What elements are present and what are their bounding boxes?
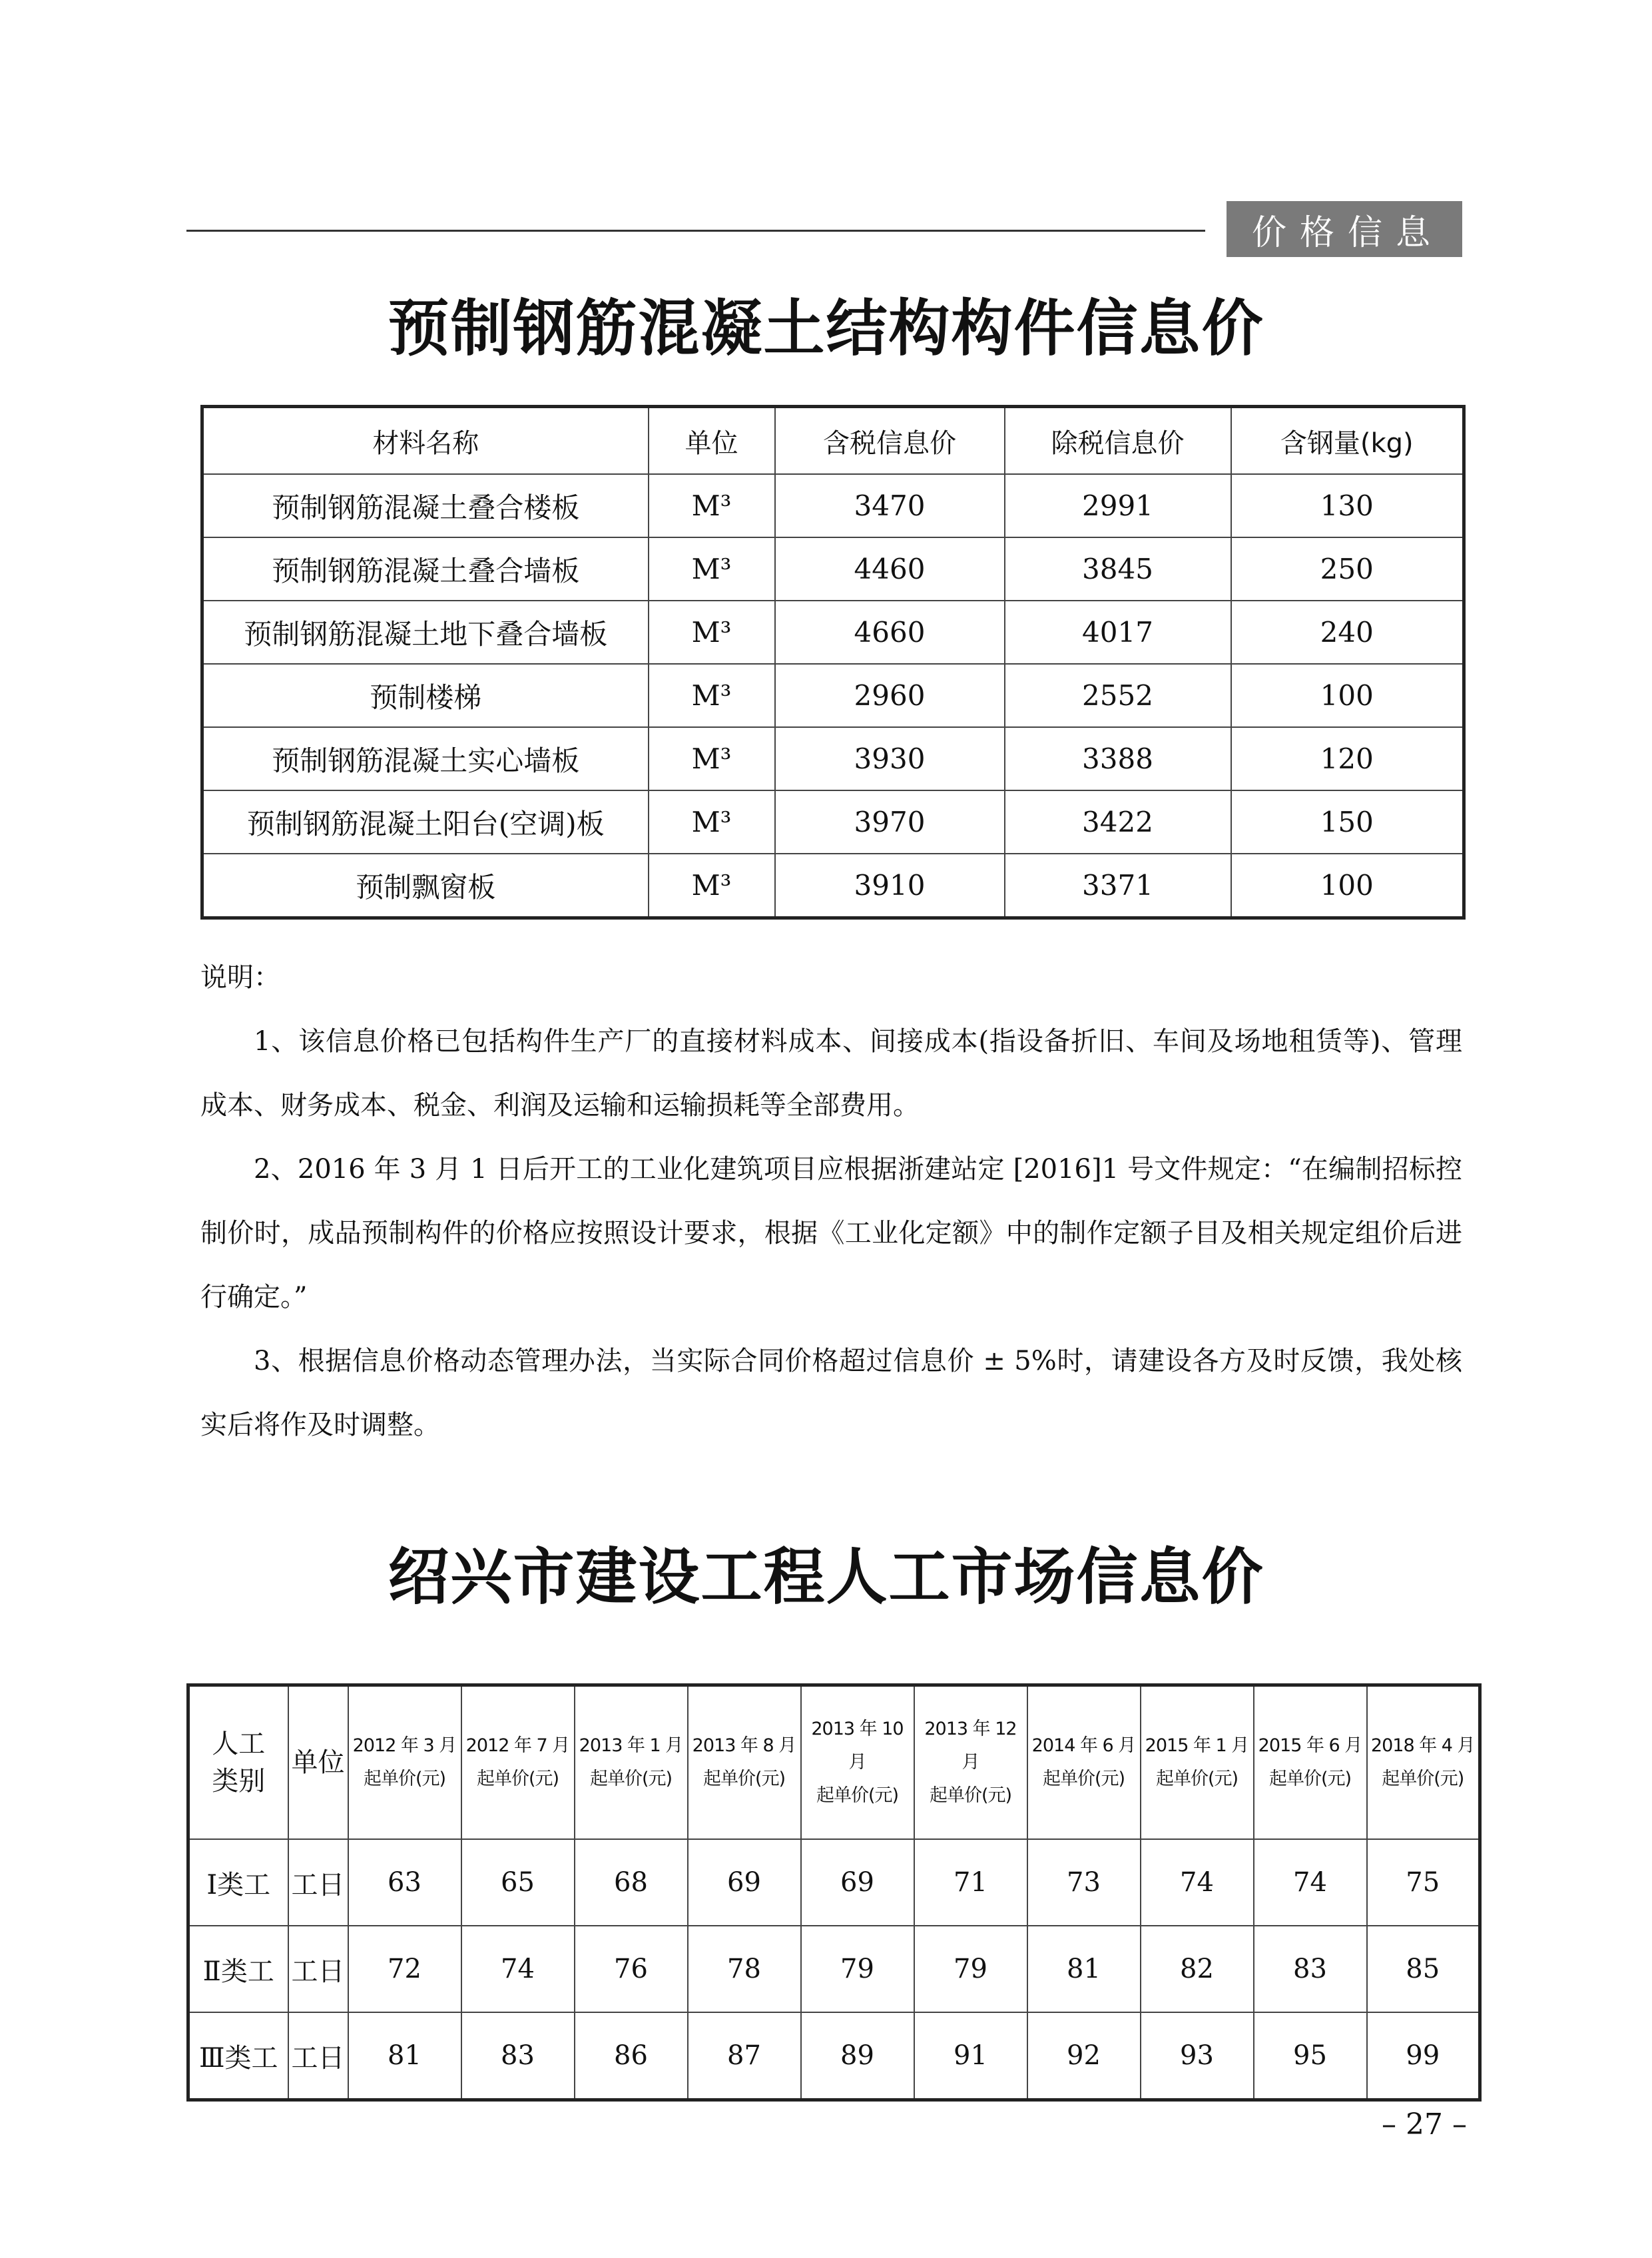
price-cell: 69	[688, 1839, 801, 1926]
notes-block	[200, 946, 1462, 1457]
period-date: 2013 年 10 月	[811, 1719, 904, 1773]
price-cell: 78	[688, 1926, 801, 2012]
col-header: 材料名称	[202, 407, 649, 475]
period-date: 2013 年 1 月	[579, 1735, 683, 1756]
price-cell: 73	[1027, 1839, 1141, 1926]
material-name: 预制钢筋混凝土叠合楼板	[202, 474, 649, 537]
price-cell: 79	[801, 1926, 914, 2012]
unit: 工日	[288, 1839, 348, 1926]
table-row	[202, 854, 1464, 918]
unit: M³	[649, 854, 775, 918]
price-cell: 89	[801, 2012, 914, 2100]
material-name: 预制钢筋混凝土叠合墙板	[202, 537, 649, 601]
price-cell: 74	[1141, 1839, 1254, 1926]
col-header-unit: 单位	[288, 1685, 348, 1840]
note-item: 2、2016 年 3 月 1 日后开工的工业化建筑项目应根据浙建站定 [2016]1 号文件规定：“在编制招标控制价时，成品预制构件的价格应按照设计要求，根据《工业化定额》中的制作定额子目及相关规定组价后进行确定。”	[200, 1154, 1462, 1312]
col-header-period	[688, 1685, 801, 1840]
period-sub: 起单价(元)	[929, 1785, 1012, 1806]
precast-price-table	[200, 405, 1466, 920]
period-sub: 起单价(元)	[1155, 1769, 1239, 1789]
steel-content: 240	[1231, 601, 1464, 664]
price-cell: 99	[1367, 2012, 1480, 2100]
col-header: 含钢量(kg)	[1231, 407, 1464, 475]
labor-category: Ⅲ类工	[188, 2012, 288, 2100]
price-cell: 86	[575, 2012, 688, 2100]
unit: M³	[649, 601, 775, 664]
tax-excl-price: 3845	[1005, 537, 1231, 601]
header-rule	[186, 230, 1205, 232]
table-row	[202, 474, 1464, 537]
table-row	[202, 537, 1464, 601]
tax-incl-price: 3930	[775, 727, 1005, 790]
section2-title: 绍兴市建设工程人工市场信息价	[388, 1541, 1264, 1613]
tax-incl-price: 3970	[775, 790, 1005, 854]
tax-excl-price: 4017	[1005, 601, 1231, 664]
tax-incl-price: 3910	[775, 854, 1005, 918]
price-cell: 71	[914, 1839, 1027, 1926]
col-header-period	[575, 1685, 688, 1840]
price-cell: 76	[575, 1926, 688, 2012]
steel-content: 100	[1231, 664, 1464, 727]
unit: 工日	[288, 1926, 348, 2012]
price-cell: 74	[1254, 1839, 1367, 1926]
period-date: 2013 年 12 月	[924, 1719, 1017, 1773]
price-cell: 91	[914, 2012, 1027, 2100]
price-cell: 81	[1027, 1926, 1141, 2012]
period-sub: 起单价(元)	[476, 1769, 559, 1789]
col-header-period	[461, 1685, 575, 1840]
price-cell: 74	[461, 1926, 575, 2012]
price-cell: 69	[801, 1839, 914, 1926]
price-cell: 72	[348, 1926, 461, 2012]
col-header-category: 人工类别	[188, 1685, 288, 1840]
col-header-period	[1254, 1685, 1367, 1840]
table-row	[202, 727, 1464, 790]
notes-label: 说明：	[200, 962, 280, 993]
col-header: 单位	[649, 407, 775, 475]
tax-excl-price: 3422	[1005, 790, 1231, 854]
steel-content: 100	[1231, 854, 1464, 918]
tax-incl-price: 4660	[775, 601, 1005, 664]
col-header-period	[914, 1685, 1027, 1840]
steel-content: 130	[1231, 474, 1464, 537]
material-name: 预制钢筋混凝土实心墙板	[202, 727, 649, 790]
material-name: 预制飘窗板	[202, 854, 649, 918]
period-date: 2012 年 7 月	[465, 1735, 570, 1756]
section1-title: 预制钢筋混凝土结构构件信息价	[388, 292, 1264, 364]
steel-content: 120	[1231, 727, 1464, 790]
note-item: 1、该信息价格已包括构件生产厂的直接材料成本、间接成本(指设备折旧、车间及场地租赁等)、管理成本、财务成本、税金、利润及运输和运输损耗等全部费用。	[200, 1026, 1462, 1121]
steel-content: 150	[1231, 790, 1464, 854]
unit: M³	[649, 474, 775, 537]
labor-category: Ⅰ类工	[188, 1839, 288, 1926]
period-date: 2014 年 6 月	[1031, 1735, 1136, 1756]
period-date: 2013 年 8 月	[692, 1735, 796, 1756]
price-cell: 95	[1254, 2012, 1367, 2100]
unit: M³	[649, 537, 775, 601]
col-header-period	[348, 1685, 461, 1840]
col-header: 含税信息价	[775, 407, 1005, 475]
unit: M³	[649, 664, 775, 727]
col-header-period	[1027, 1685, 1141, 1840]
labor-price-table	[186, 1683, 1482, 2102]
col-header-period	[1367, 1685, 1480, 1840]
price-cell: 83	[1254, 1926, 1367, 2012]
table-row	[202, 790, 1464, 854]
table-row	[202, 601, 1464, 664]
tax-excl-price: 3388	[1005, 727, 1231, 790]
period-date: 2015 年 1 月	[1145, 1735, 1249, 1756]
price-cell: 87	[688, 2012, 801, 2100]
tax-excl-price: 2991	[1005, 474, 1231, 537]
period-date: 2015 年 6 月	[1258, 1735, 1362, 1756]
table-row	[188, 2012, 1480, 2100]
table-header-row	[188, 1685, 1480, 1840]
table-row	[202, 664, 1464, 727]
price-cell: 75	[1367, 1839, 1480, 1926]
section-tag: 价格信息	[1227, 201, 1462, 257]
period-sub: 起单价(元)	[589, 1769, 673, 1789]
table-row	[188, 1926, 1480, 2012]
material-name: 预制钢筋混凝土地下叠合墙板	[202, 601, 649, 664]
col-header-period	[1141, 1685, 1254, 1840]
period-sub: 起单价(元)	[1042, 1769, 1125, 1789]
period-sub: 起单价(元)	[1382, 1769, 1464, 1789]
period-sub: 起单价(元)	[1268, 1769, 1352, 1789]
table-header-row	[202, 407, 1464, 475]
col-header-period	[801, 1685, 914, 1840]
page-number: – 27 –	[1382, 2108, 1467, 2141]
tax-excl-price: 3371	[1005, 854, 1231, 918]
price-cell: 93	[1141, 2012, 1254, 2100]
tax-incl-price: 2960	[775, 664, 1005, 727]
price-cell: 79	[914, 1926, 1027, 2012]
period-date: 2018 年 4 月	[1370, 1735, 1475, 1756]
price-cell: 92	[1027, 2012, 1141, 2100]
tax-incl-price: 4460	[775, 537, 1005, 601]
unit: M³	[649, 790, 775, 854]
price-cell: 65	[461, 1839, 575, 1926]
material-name: 预制钢筋混凝土阳台(空调)板	[202, 790, 649, 854]
price-cell: 85	[1367, 1926, 1480, 2012]
table-row	[188, 1839, 1480, 1926]
period-sub: 起单价(元)	[363, 1769, 446, 1789]
price-cell: 83	[461, 2012, 575, 2100]
labor-category: Ⅱ类工	[188, 1926, 288, 2012]
col-header: 除税信息价	[1005, 407, 1231, 475]
price-cell: 68	[575, 1839, 688, 1926]
note-item: 3、根据信息价格动态管理办法，当实际合同价格超过信息价 ± 5%时，请建设各方及时反馈，我处核实后将作及时调整。	[200, 1346, 1462, 1440]
steel-content: 250	[1231, 537, 1464, 601]
price-cell: 82	[1141, 1926, 1254, 2012]
price-cell: 81	[348, 2012, 461, 2100]
period-sub: 起单价(元)	[702, 1769, 786, 1789]
tax-excl-price: 2552	[1005, 664, 1231, 727]
period-sub: 起单价(元)	[816, 1785, 899, 1806]
period-date: 2012 年 3 月	[352, 1735, 457, 1756]
unit: M³	[649, 727, 775, 790]
material-name: 预制楼梯	[202, 664, 649, 727]
price-cell: 63	[348, 1839, 461, 1926]
unit: 工日	[288, 2012, 348, 2100]
tax-incl-price: 3470	[775, 474, 1005, 537]
